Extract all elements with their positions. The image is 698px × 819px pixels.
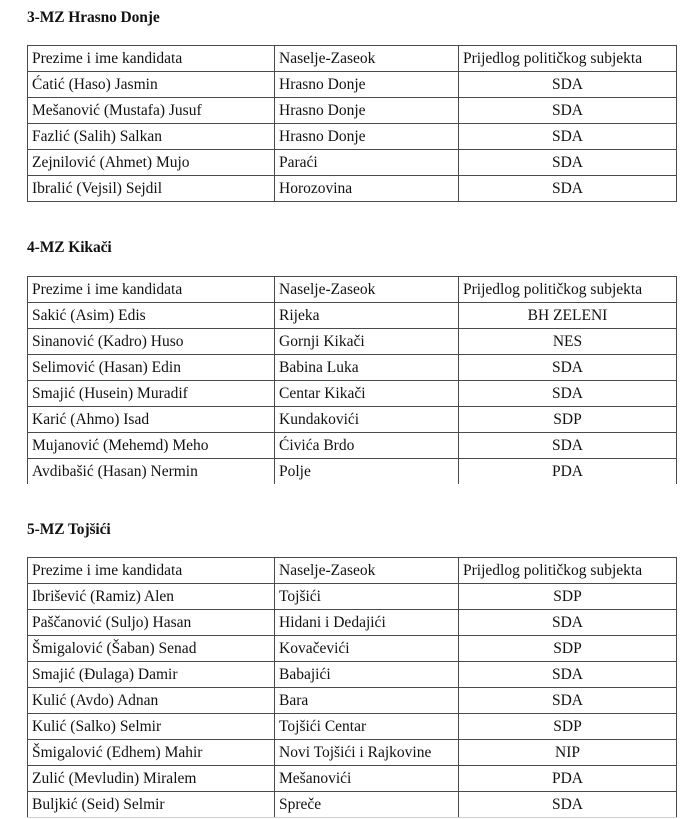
cell-settlement: Kovačevići (275, 636, 459, 662)
cell-candidate-name: Buljkić (Seid) Selmir (28, 792, 275, 818)
table-row (28, 459, 677, 485)
cell-political-subject: SDP (459, 714, 677, 740)
cell-settlement: Bara (275, 688, 459, 714)
cell-candidate-name: Sakić (Asim) Edis (28, 303, 275, 329)
header-political-subject: Prijedlog političkog subjekta (459, 46, 677, 72)
table-header-row (28, 277, 677, 303)
cell-candidate-name: Selimović (Hasan) Edin (28, 355, 275, 381)
cell-settlement: Novi Tojšići i Rajkovine (275, 740, 459, 766)
cell-candidate-name: Ibrišević (Ramiz) Alen (28, 584, 275, 610)
cell-candidate-name: Šmigalović (Edhem) Mahir (28, 740, 275, 766)
cell-political-subject: SDA (459, 792, 677, 818)
cell-candidate-name: Paščanović (Suljo) Hasan (28, 610, 275, 636)
cell-candidate-name: Šmigalović (Šaban) Senad (28, 636, 275, 662)
cell-candidate-name: Smajić (Đulaga) Damir (28, 662, 275, 688)
table-row (28, 584, 677, 610)
table-row (28, 150, 677, 176)
cell-candidate-name: Ibralić (Vejsil) Sejdil (28, 176, 275, 202)
cell-political-subject: SDP (459, 636, 677, 662)
cell-candidate-name: Kulić (Avdo) Adnan (28, 688, 275, 714)
cell-settlement: Tojšići (275, 584, 459, 610)
cell-political-subject: SDA (459, 610, 677, 636)
header-political-subject: Prijedlog političkog subjekta (459, 558, 677, 584)
cell-settlement: Polje (275, 459, 459, 485)
cell-settlement: Ćivića Brdo (275, 433, 459, 459)
cell-political-subject: PDA (459, 459, 677, 485)
table-row (28, 124, 677, 150)
header-settlement: Naselje-Zaseok (275, 558, 459, 584)
cell-political-subject: PDA (459, 766, 677, 792)
cell-settlement: Spreče (275, 792, 459, 818)
table-row (28, 792, 677, 818)
cell-candidate-name: Mujanović (Mehemd) Meho (28, 433, 275, 459)
cell-political-subject: SDA (459, 662, 677, 688)
cell-political-subject: SDA (459, 72, 677, 98)
section-title: 4-MZ Kikači (27, 239, 112, 256)
cell-political-subject: SDA (459, 381, 677, 407)
header-candidate-name: Prezime i ime kandidata (28, 558, 275, 584)
section-mz-tojsici (27, 520, 677, 813)
section-mz-hrasno-donje (27, 8, 677, 197)
cell-candidate-name: Ćatić (Haso) Jasmin (28, 72, 275, 98)
cell-candidate-name: Fazlić (Salih) Salkan (28, 124, 275, 150)
header-political-subject: Prijedlog političkog subjekta (459, 277, 677, 303)
cell-candidate-name: Zejnilović (Ahmet) Mujo (28, 150, 275, 176)
cell-candidate-name: Avdibašić (Hasan) Nermin (28, 459, 275, 485)
table-row (28, 176, 677, 202)
cell-settlement: Rijeka (275, 303, 459, 329)
table-row (28, 98, 677, 124)
section-title: 3-MZ Hrasno Donje (27, 9, 160, 26)
table-row (28, 688, 677, 714)
table-row (28, 740, 677, 766)
table-row (28, 355, 677, 381)
section-mz-kikaci (27, 238, 677, 480)
cell-political-subject: SDA (459, 150, 677, 176)
cell-candidate-name: Kulić (Salko) Selmir (28, 714, 275, 740)
cell-settlement: Babajići (275, 662, 459, 688)
cell-settlement: Mešanovići (275, 766, 459, 792)
cell-candidate-name: Mešanović (Mustafa) Jusuf (28, 98, 275, 124)
table-row (28, 636, 677, 662)
candidates-table (27, 276, 677, 484)
cell-settlement: Hrasno Donje (275, 98, 459, 124)
table-row (28, 662, 677, 688)
cell-candidate-name: Sinanović (Kadro) Huso (28, 329, 275, 355)
cell-political-subject: NES (459, 329, 677, 355)
cell-political-subject: SDA (459, 98, 677, 124)
cell-settlement: Centar Kikači (275, 381, 459, 407)
section-title: 5-MZ Tojšići (27, 521, 111, 538)
table-row (28, 610, 677, 636)
cell-political-subject: NIP (459, 740, 677, 766)
cell-settlement: Hrasno Donje (275, 124, 459, 150)
cell-political-subject: SDA (459, 433, 677, 459)
table-row (28, 407, 677, 433)
cell-settlement: Kundakovići (275, 407, 459, 433)
table-row (28, 433, 677, 459)
table-row (28, 72, 677, 98)
table-row (28, 714, 677, 740)
header-settlement: Naselje-Zaseok (275, 46, 459, 72)
table-header-row (28, 46, 677, 72)
cell-settlement: Paraći (275, 150, 459, 176)
cell-settlement: Horozovina (275, 176, 459, 202)
cell-political-subject: SDA (459, 355, 677, 381)
cell-candidate-name: Smajić (Husein) Muradif (28, 381, 275, 407)
candidates-table (27, 557, 677, 818)
cell-settlement: Babina Luka (275, 355, 459, 381)
cell-settlement: Hidani i Dedajići (275, 610, 459, 636)
cell-settlement: Gornji Kikači (275, 329, 459, 355)
cell-political-subject: SDA (459, 176, 677, 202)
table-row (28, 303, 677, 329)
cell-political-subject: SDP (459, 584, 677, 610)
cell-political-subject: SDA (459, 688, 677, 714)
table-row (28, 766, 677, 792)
cell-candidate-name: Karić (Ahmo) Isad (28, 407, 275, 433)
candidates-table (27, 45, 677, 202)
cell-settlement: Hrasno Donje (275, 72, 459, 98)
table-row (28, 381, 677, 407)
cell-political-subject: SDP (459, 407, 677, 433)
header-settlement: Naselje-Zaseok (275, 277, 459, 303)
cell-settlement: Tojšići Centar (275, 714, 459, 740)
header-candidate-name: Prezime i ime kandidata (28, 46, 275, 72)
cell-political-subject: SDA (459, 124, 677, 150)
table-row (28, 329, 677, 355)
header-candidate-name: Prezime i ime kandidata (28, 277, 275, 303)
cell-political-subject: BH ZELENI (459, 303, 677, 329)
cell-candidate-name: Zulić (Mevludin) Miralem (28, 766, 275, 792)
table-header-row (28, 558, 677, 584)
